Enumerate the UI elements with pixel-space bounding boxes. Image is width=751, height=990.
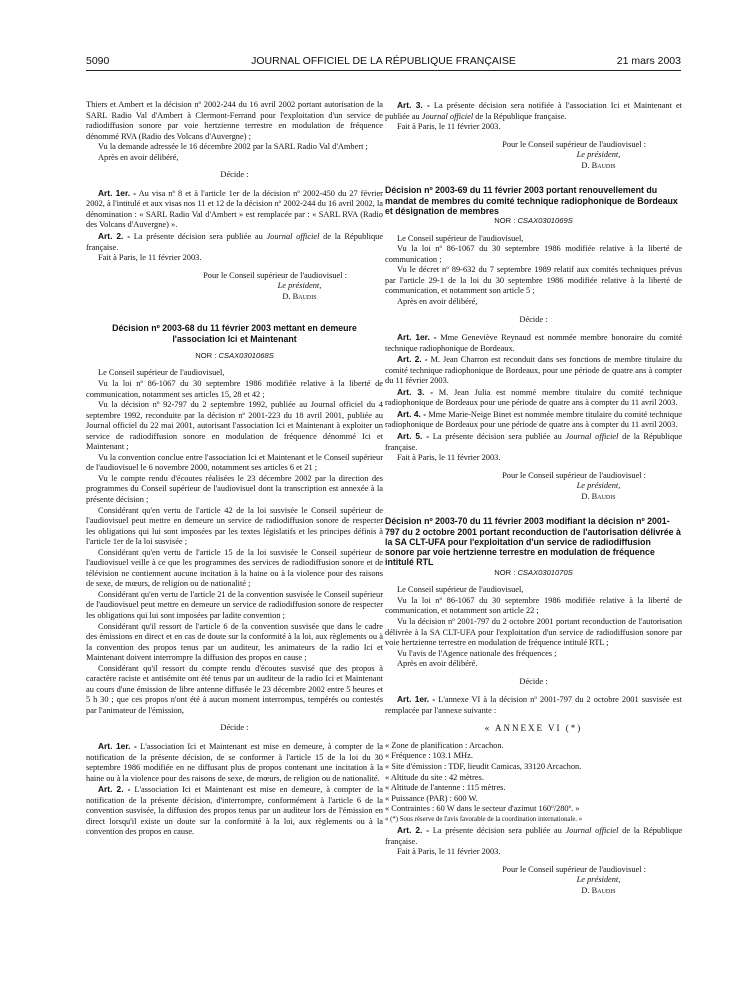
paragraph: Considérant qu'en vertu de l'article 42 de la loi susvisée le Conseil supérieur de l'audiovisuel peut mettre en demeure un service de radiodiffusion sonore de respecter les obligations qui lui sont imposées par les textes législatifs et les principes définis à l'article 1er de la loi susvisée ; — [86, 505, 383, 547]
signature-pour: Pour le Conseil supérieur de l'audiovisuel : — [203, 270, 347, 280]
article-1 — [385, 694, 682, 716]
article-3 — [385, 387, 682, 409]
journal-title: JOURNAL OFFICIEL DE LA RÉPUBLIQUE FRANÇAISE — [251, 55, 516, 67]
article-label: Art. 3. - — [397, 386, 434, 397]
nor-label: NOR : — [195, 350, 217, 360]
annexe-item: « Contraintes : 60 W dans le secteur d'azimut 160º/280º. » — [385, 804, 580, 814]
paragraph: Après en avoir délibéré. — [397, 659, 478, 669]
paragraph: Vu la loi nº 86-1067 du 30 septembre 1986 modifiée relative à la liberté de communication, notamment ses articles 15, 28 et 42 ; — [86, 378, 383, 399]
article-text: M. Jean Charron est reconduit dans ses fonctions de membre titulaire du comité technique radiophonique de Bordeaux, pour une période de quatre ans à compter du 11 février 2003. — [385, 355, 682, 386]
nor-code: CSAX0301069S — [517, 216, 573, 226]
paragraph: Vu le décret nº 89-632 du 7 septembre 1989 relatif aux comités techniques prévus par l'article 29-1 de la loi du 30 septembre 1986 modifiée relative à la liberté de communication, et notamment son article 5 ; — [385, 265, 682, 296]
article-text: La présente décision sera notifiée à l'association Ici et Maintenant et publiée au — [385, 101, 682, 121]
article-label: Art. 1er. - — [98, 741, 137, 752]
paragraph: Considérant qu'en vertu de l'article 21 de la convention susvisée le Conseil supérieur de l'audiovisuel peut mettre en demeure un service de radiodiffusion sonore de respecter les obligations qui lui sont imposées par ladite convention ; — [86, 589, 383, 621]
journal-reference: Journal officiel — [421, 111, 474, 121]
annexe-item: « Puissance (PAR) : 600 W. — [385, 793, 478, 803]
article-text: La présente décision sera publiée au — [432, 432, 562, 442]
nor-reference — [385, 568, 682, 579]
page-header — [86, 55, 681, 71]
page-number: 5090 — [86, 55, 110, 67]
article-3 — [385, 100, 682, 122]
issue-date: 21 mars 2003 — [616, 55, 681, 67]
header-rule — [86, 70, 681, 71]
fait-line: Fait à Paris, le 11 février 2003. — [397, 122, 501, 132]
paragraph: Vu l'avis de l'Agence nationale des fréquences ; — [397, 648, 557, 658]
decision-title: Décision nº 2003-69 du 11 février 2003 portant renouvellement du mandat de membres du comité technique radiophonique de Bordeaux et désignation de membres — [385, 185, 678, 216]
article-label: Art. 5. - — [397, 431, 430, 442]
article-label: Art. 1er. - — [397, 332, 437, 343]
fait-line: Fait à Paris, le 11 février 2003. — [397, 453, 501, 463]
article-label: Art. 2. - — [397, 825, 430, 836]
paragraph: Considérant qu'il ressort de l'article 6 de la convention susvisée que dans le cadre des émissions en direct et en cas de doute sur la conformité à la loi, aux règlements ou à la convention des propos tenus par un auditeur, les animateurs de la radio Ici et Maintenant doivent interrompre la diffusion des propos en cause ; — [86, 621, 383, 663]
annexe-item: « Zone de planification : Arcachon. — [385, 740, 504, 750]
decide-heading: Décide : — [519, 676, 548, 686]
article-text: de la République française. — [86, 232, 384, 252]
nor-reference — [385, 216, 682, 227]
nor-reference — [86, 351, 383, 362]
annexe-item: « Altitude du site : 42 mètres. — [385, 772, 484, 782]
signature-name: D. Baudis — [581, 886, 616, 895]
paragraph: Vu la loi nº 86-1067 du 30 septembre 1986 modifiée relative à la liberté de communication, et notamment son article 22 ; — [385, 595, 682, 616]
fait-line: Fait à Paris, le 11 février 2003. — [397, 847, 501, 857]
article-1 — [86, 741, 383, 784]
article-text: de la République française. — [385, 432, 683, 452]
annexe-item: « Fréquence : 103.1 MHz. — [385, 751, 473, 761]
right-column — [385, 100, 682, 897]
paragraph: Vu la demande adressée le 16 décembre 2002 par la SARL Radio Val d'Ambert ; — [98, 142, 368, 152]
article-text: de la République française. — [475, 111, 567, 121]
article-label: Art. 2. - — [397, 354, 428, 365]
annexe-item: « Altitude de l'antenne : 115 mètres. — [385, 783, 506, 793]
article-text: Mme Geneviève Reynaud est nommée membre honoraire du comité technique radiophonique de Bordeaux. — [385, 333, 683, 353]
paragraph: Après en avoir délibéré, — [397, 297, 478, 306]
paragraph: Vu le compte rendu d'écoutes réalisées le 23 décembre 2002 par la direction des programmes du Conseil supérieur de l'audiovisuel dont la transcription est annexée à la présente décision ; — [86, 473, 383, 504]
signature-pour: Pour le Conseil supérieur de l'audiovisuel : — [502, 864, 646, 874]
paragraph: Vu la convention conclue entre l'association Ici et Maintenant et le Conseil supérieur de l'audiovisuel le 6 novembre 2000, notamment ses articles 6 et 21 ; — [86, 452, 383, 473]
journal-reference: Journal officiel — [266, 232, 320, 242]
journal-reference: Journal officiel — [565, 826, 619, 836]
signature-role: Le président, — [277, 281, 322, 291]
paragraph: Le Conseil supérieur de l'audiovisuel, — [397, 233, 524, 243]
annexe-item: « Site d'émission : TDF, lieudit Camicas, 33120 Arcachon. — [385, 761, 582, 771]
signature-name: D. Baudis — [282, 291, 317, 301]
article-label: Art. 1er. - — [397, 694, 436, 705]
article-text: Au visa nº 8 et à l'article 1er de la décision nº 2002-450 du 27 février 2002, à l'intitulé et aux visas nos 11 et 12 de la décision nº 2002-244 du 16 avril 2002, la dénomination : « SARL Radio Val d'Ambert » est remplacée par : « SARL RVA (Radio des Volcans d'Auvergne) ». — [86, 188, 383, 230]
signature-pour: Pour le Conseil supérieur de l'audiovisuel : — [502, 470, 646, 480]
article-label: Art. 2. - — [98, 784, 131, 795]
article-label: Art. 1er. - — [98, 187, 137, 198]
paragraph: Le Conseil supérieur de l'audiovisuel, — [98, 368, 225, 378]
article-text: L'association Ici et Maintenant est mise en demeure, à compter de la notification de la présente décision, d'interrompre, conformément à l'article 6 de la convention susvisée, la diffusion des propos tenus par un auditeur lors de l'émission en direct lorsqu'il existe un doute sur la conformité à la loi, aux règlements ou à la convention des propos en cause. — [86, 785, 383, 837]
left-column — [86, 100, 383, 838]
article-5 — [385, 431, 682, 453]
decide-heading: Décide : — [220, 170, 249, 180]
article-text: La présente décision sera publiée au — [133, 232, 263, 242]
signature-role: Le président, — [576, 875, 621, 885]
article-4 — [385, 409, 682, 431]
nor-label: NOR : — [494, 216, 516, 226]
signature-role: Le président, — [576, 481, 621, 491]
signature-name: D. Baudis — [581, 160, 616, 170]
paragraph: Après en avoir délibéré, — [98, 152, 179, 162]
nor-code: CSAX0301070S — [517, 567, 573, 577]
article-text: Mme Marie-Neige Binet est nommée membre titulaire du comité technique radiophonique de Bordeaux pour une période de quatre ans à compter du 11 avril 2003. — [385, 409, 682, 430]
paragraph: Thiers et Ambert et la décision nº 2002-244 du 16 avril 2002 portant autorisation de la SARL Radio Val d'Ambert à Clermont-Ferrand pour l'exploitation d'un service de radiodiffusion sonore par voie hertzienne terrestre en modulation de fréquence dénommé RVA (Radio des Volcans d'Auvergne) ; — [86, 100, 383, 141]
signature-role: Le président, — [576, 150, 621, 160]
signature-pour: Pour le Conseil supérieur de l'audiovisuel : — [502, 139, 646, 149]
paragraph: Le Conseil supérieur de l'audiovisuel, — [397, 585, 524, 595]
decision-title: Décision nº 2003-70 du 11 février 2003 modifiant la décision nº 2001-797 du 2 octobre 2001 portant reconduction de l'autorisation délivrée à la SA CLT-UFA pour l'exploitation d'un service de radiodiffusion sonore par voie hertzienne terrestre en modulation de fréquence intitulé RTL — [385, 516, 681, 568]
paragraph: Vu la décision nº 2001-797 du 2 octobre 2001 portant reconduction de l'autorisation délivrée à la SA CLT-UFA pour l'exploitation d'un service de radiodiffusion sonore par voie hertzienne terrestre en modulation de fréquence intitulé RTL ; — [385, 616, 682, 648]
article-2 — [385, 825, 682, 847]
paragraph: Considérant qu'en vertu de l'article 15 de la loi susvisée le Conseil supérieur de l'audiovisuel veille à ce que les programmes des services de radiodiffusion sonore et de télévision ne contiennent aucune incitation à la haine ou à la violence pour des raisons de sexe, de mœurs, de religion ou de nationalité ; — [86, 547, 383, 589]
article-label: Art. 2. - — [98, 231, 131, 242]
article-2 — [385, 354, 682, 387]
annexe-title: « ANNEXE VI (*) — [484, 723, 583, 734]
decide-heading: Décide : — [220, 723, 249, 733]
fait-line: Fait à Paris, le 11 février 2003. — [98, 253, 202, 263]
article-text: La présente décision sera publiée au — [432, 826, 562, 836]
article-text: L'annexe VI à la décision nº 2001-797 du 2 octobre 2001 susvisée est remplacée par l'annexe suivante : — [385, 695, 682, 715]
article-1 — [86, 188, 383, 231]
signature-name: D. Baudis — [581, 491, 616, 501]
paragraph: Vu la loi nº 86-1067 du 30 septembre 1986 modifiée relative à la liberté de communication ; — [385, 244, 682, 264]
paragraph: Vu la décision nº 92-797 du 2 septembre 1992, publiée au Journal officiel du 4 septembre 1992, reconduite par la décision nº 2001-223 du 18 avril 2001, publiée au Journal officiel du 22 mai 2001, autorisant l'association Ici et Maintenant à exploiter un service de radiodiffusion sonore en modulation de fréquence dénommé Ici et Maintenant ; — [86, 400, 383, 452]
article-2 — [86, 784, 383, 838]
paragraph: Considérant qu'il ressort du compte rendu d'écoutes susvisé que des propos à caractère raciste et antisémite ont été tenus par un auditeur de la radio Ici et Maintenant au cours d'une émission de libre antenne diffusée le 23 décembre 2002 entre 5 heures et 5 h 30 ; que ces propos n'ont été à aucun moment interrompus, tempérés ou contestés par l'animateur de l'émission, — [86, 663, 383, 715]
article-label: Art. 4. - — [397, 408, 427, 419]
article-text: L'association Ici et Maintenant est mise en demeure, à compter de la notification de la présente décision, de se conformer à l'article 15 de la loi du 30 septembre 1986 modifiée en ne diffusant plus de propos contenant une incitation à la haine ou à la violence pour des raisons de sexe, de mœurs, de religion ou de nationalité. — [86, 742, 383, 783]
article-label: Art. 3. - — [397, 100, 430, 110]
annexe-note: « (*) Sous réserve de l'avis favorable de la coordination internationale. » — [385, 815, 583, 823]
decision-title: Décision nº 2003-68 du 11 février 2003 mettant en demeure l'association Ici et Maintenant — [112, 323, 357, 344]
article-2 — [86, 231, 383, 253]
journal-reference: Journal officiel — [565, 432, 619, 442]
nor-code: CSAX0301068S — [218, 350, 274, 360]
article-text: M. Jean Julia est nommé membre titulaire du comité technique radiophonique de Bordeaux pour une période de quatre ans à compter du 11 avril 2003. — [385, 387, 683, 408]
decide-heading: Décide : — [519, 314, 548, 324]
nor-label: NOR : — [494, 567, 516, 577]
article-1 — [385, 332, 682, 354]
article-text: de la République française. — [385, 826, 683, 846]
